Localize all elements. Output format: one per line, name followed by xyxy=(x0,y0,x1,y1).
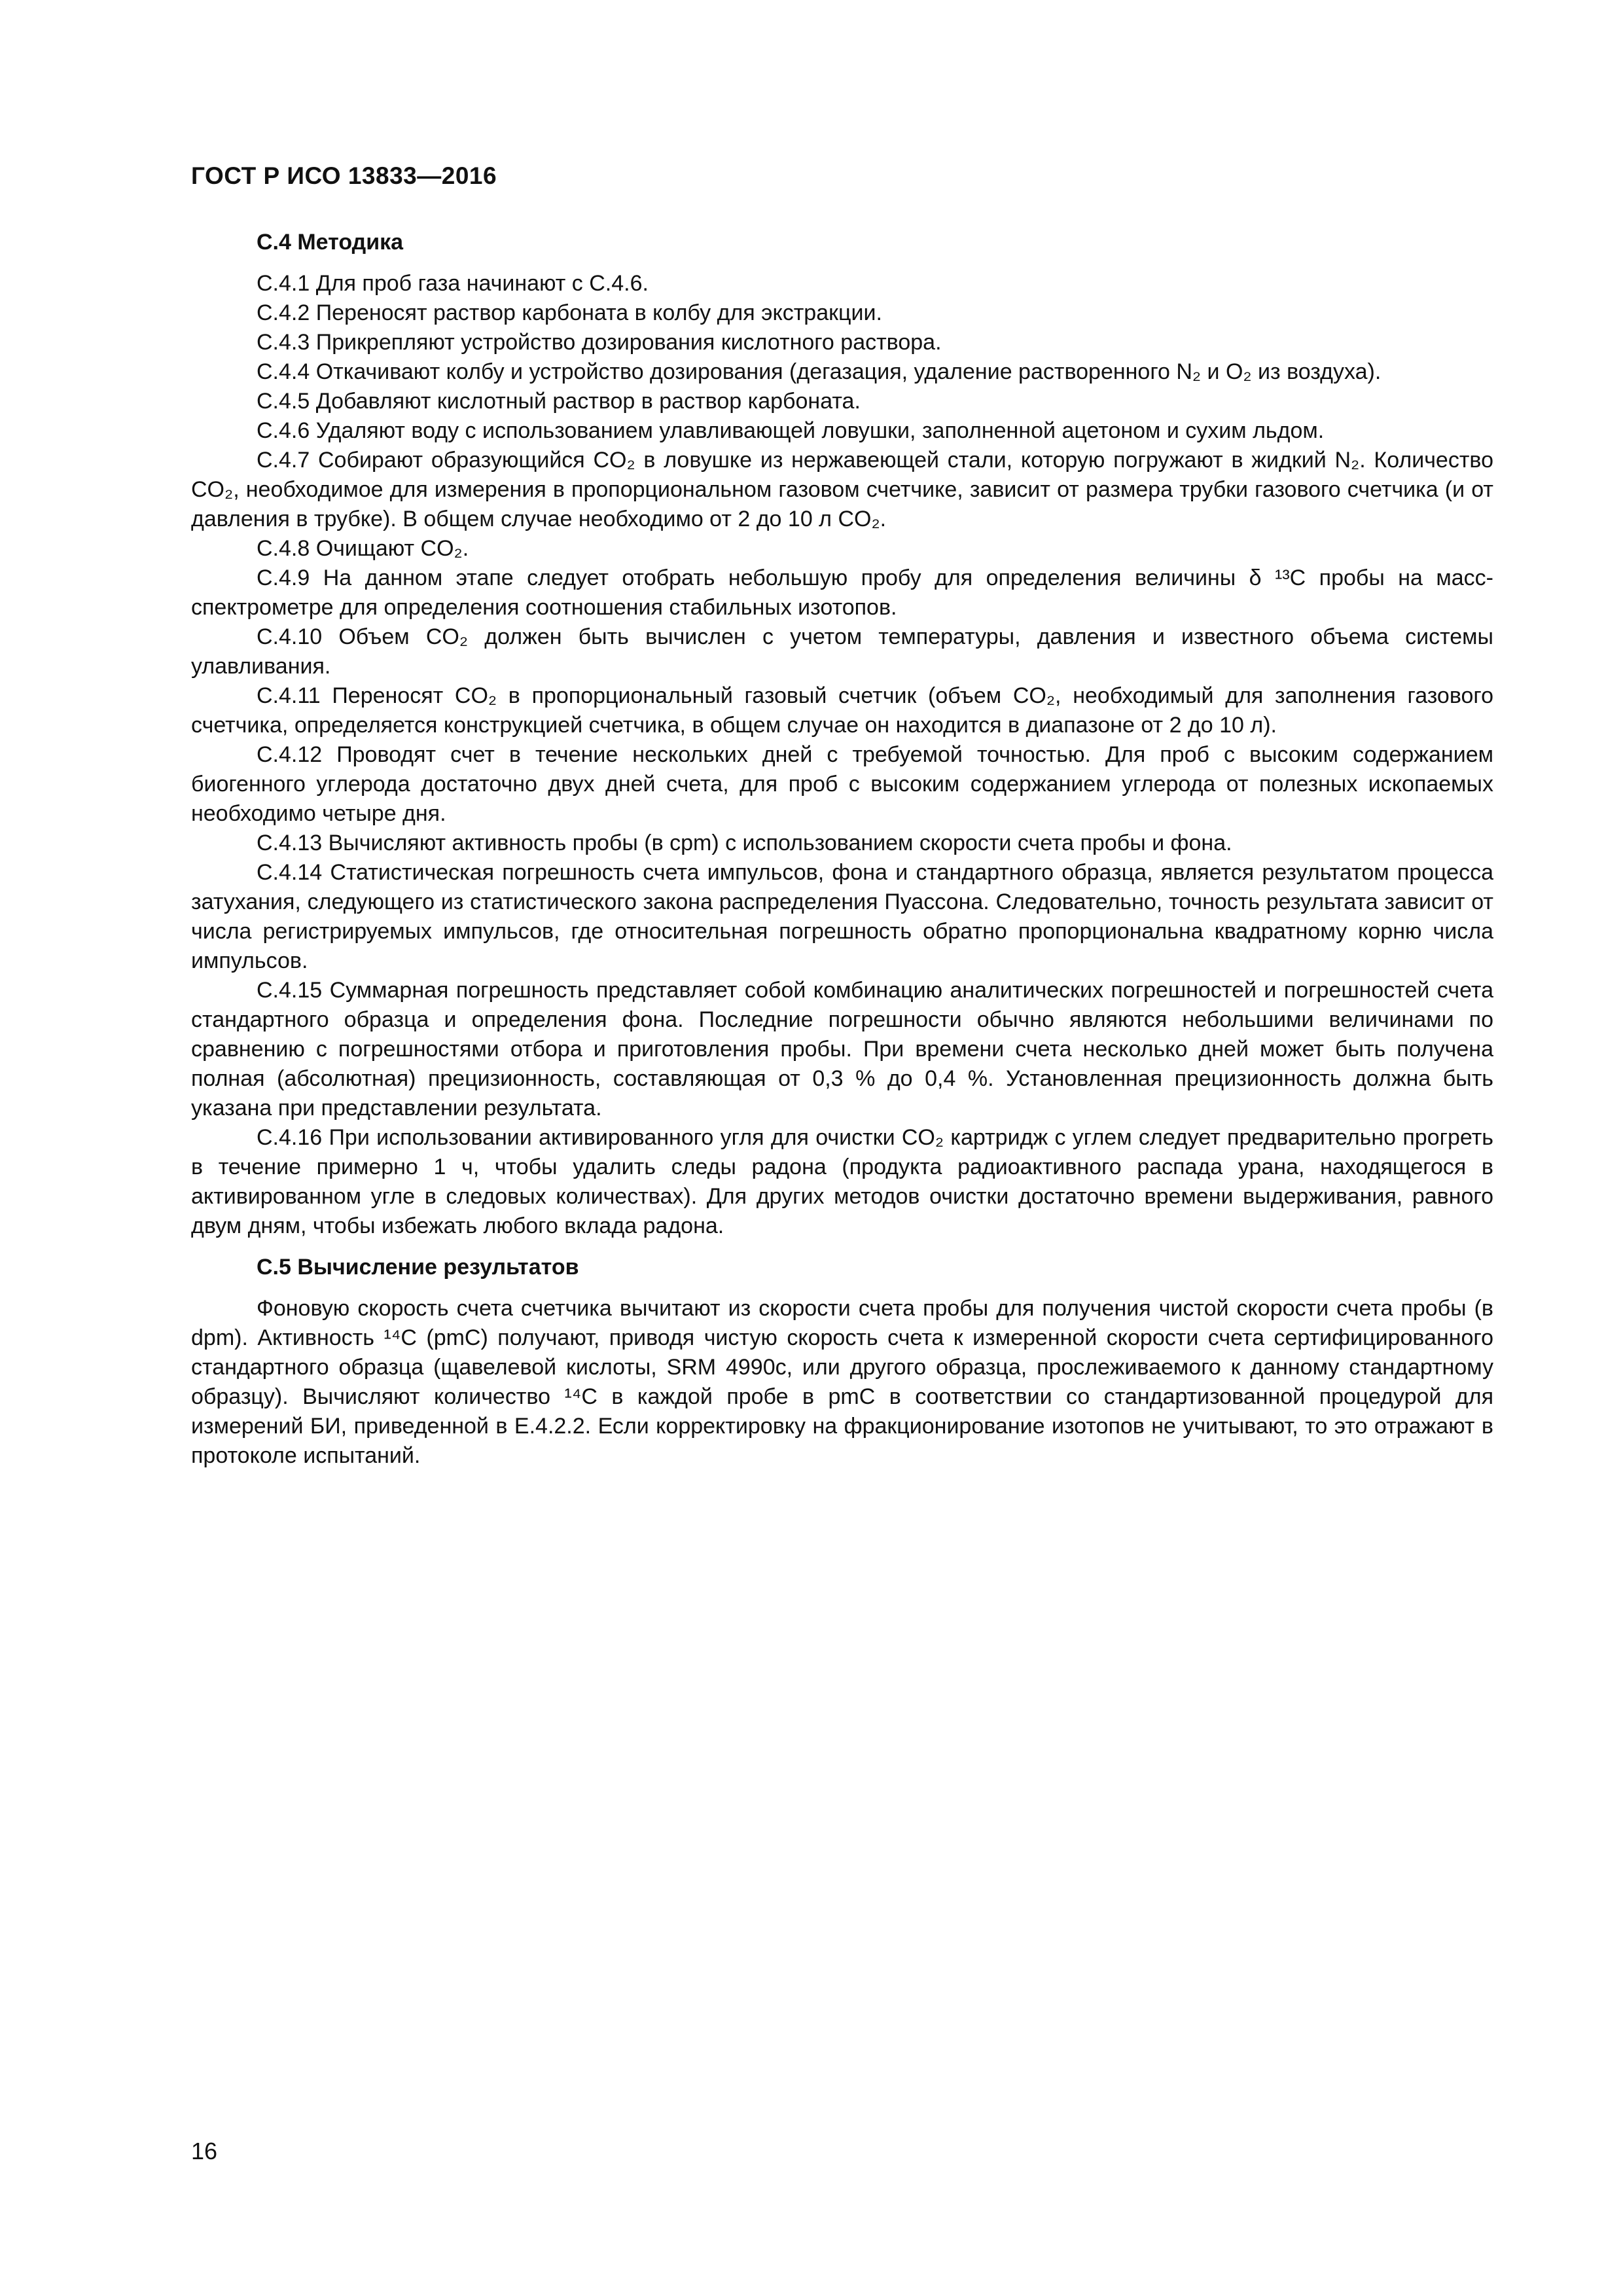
paragraph-c4-4: С.4.4 Откачивают колбу и устройство дозирования (дегазация, удаление растворенного N₂ и O₂ из воздуха). xyxy=(257,359,1382,384)
paragraph-c4-11: С.4.11 Переносят CO₂ в пропорциональный газовый счетчик (объем CO₂, необходимый для заполнения газового счетчика, определяется конструкцией счетчика, в общем случае он находится в диапазоне от 2 до 10 л). xyxy=(191,683,1493,738)
paragraph-c4-5: С.4.5 Добавляют кислотный раствор в раствор карбоната. xyxy=(257,389,861,414)
section-title-c5: С.5 Вычисление результатов xyxy=(257,1255,579,1280)
paragraph-c4-13: С.4.13 Вычисляют активность пробы (в cpm) с использованием скорости счета пробы и фона. xyxy=(257,831,1232,855)
paragraph-c4-15: С.4.15 Суммарная погрешность представляет собой комбинацию аналитических погрешностей и погрешностей счета стандартного образца и определения фона. Последние погрешности обычно являются небольшими величинами по сравнению с погрешностями отбора и приготовления пробы. При времени счета несколько дней может быть получена полная (абсолютная) прецизионность, составляющая от 0,3 % до 0,4 %. Установленная прецизионность должна быть указана при представлении результата. xyxy=(191,978,1493,1121)
paragraph-c4-10: С.4.10 Объем CO₂ должен быть вычислен с учетом температуры, давления и известного объема системы улавливания. xyxy=(191,624,1493,679)
paragraph-c4-3: С.4.3 Прикрепляют устройство дозирования кислотного раствора. xyxy=(257,330,942,355)
paragraph-c4-12: С.4.12 Проводят счет в течение нескольких дней с требуемой точностью. Для проб с высоким содержанием биогенного углерода достаточно двух дней счета, для проб с высоким содержанием углерода от полезных ископаемых необходимо четыре дня. xyxy=(191,742,1493,826)
page-number: 16 xyxy=(191,2138,218,2164)
paragraph-c4-6: С.4.6 Удаляют воду с использованием улавливающей ловушки, заполненной ацетоном и сухим льдом. xyxy=(257,418,1325,443)
paragraph-c4-8: С.4.8 Очищают CO₂. xyxy=(257,536,469,561)
paragraph-c4-16: С.4.16 При использовании активированного угля для очистки CO₂ картридж с углем следует предварительно прогреть в течение примерно 1 ч, чтобы удалить следы радона (продукта радиоактивного распада урана, находящегося в активированном угле в следовых количествах). Для других методов очистки достаточно времени выдерживания, равного двум дням, чтобы избежать любого вклада радона. xyxy=(191,1125,1493,1238)
paragraph-c4-9: С.4.9 На данном этапе следует отобрать небольшую пробу для определения величины δ ¹³C пробы на масс-спектрометре для определения соотношения стабильных изотопов. xyxy=(191,565,1493,620)
paragraph-c4-1: С.4.1 Для проб газа начинают с С.4.6. xyxy=(257,271,649,296)
paragraph-c4-2: С.4.2 Переносят раствор карбоната в колбу для экстракции. xyxy=(257,300,882,325)
document-header: ГОСТ Р ИСО 13833—2016 xyxy=(191,162,497,189)
section-title-c4: С.4 Методика xyxy=(257,230,404,255)
paragraph-c5-1: Фоновую скорость счета счетчика вычитают из скорости счета пробы для получения чистой скорости счета пробы (в dpm). Активность ¹⁴C (pmC) получают, приводя чистую скорость счета к измеренной скорости счета сертифицированного стандартного образца (щавелевой кислоты, SRM 4990c, или другого образца, прослеживаемого к данному стандартному образцу). Вычисляют количество ¹⁴C в каждой пробе в pmC в соответствии со стандартизованной процедурой для измерений БИ, приведенной в Е.4.2.2. Если корректировку на фракционирование изотопов не учитывают, то это отражают в протоколе испытаний. xyxy=(191,1296,1493,1468)
document-body xyxy=(191,228,1493,1471)
paragraph-c4-14: С.4.14 Статистическая погрешность счета импульсов, фона и стандартного образца, является результатом процесса затухания, следующего из статистического закона распределения Пуассона. Следовательно, точность результата зависит от числа регистрируемых импульсов, где относительная погрешность обратно пропорциональна квадратному корню числа импульсов. xyxy=(191,860,1493,973)
paragraph-c4-7: С.4.7 Собирают образующийся CO₂ в ловушке из нержавеющей стали, которую погружают в жидкий N₂. Количество CO₂, необходимое для измерения в пропорциональном газовом счетчике, зависит от размера трубки газового счетчика (и от давления в трубке). В общем случае необходимо от 2 до 10 л CO₂. xyxy=(191,448,1493,531)
